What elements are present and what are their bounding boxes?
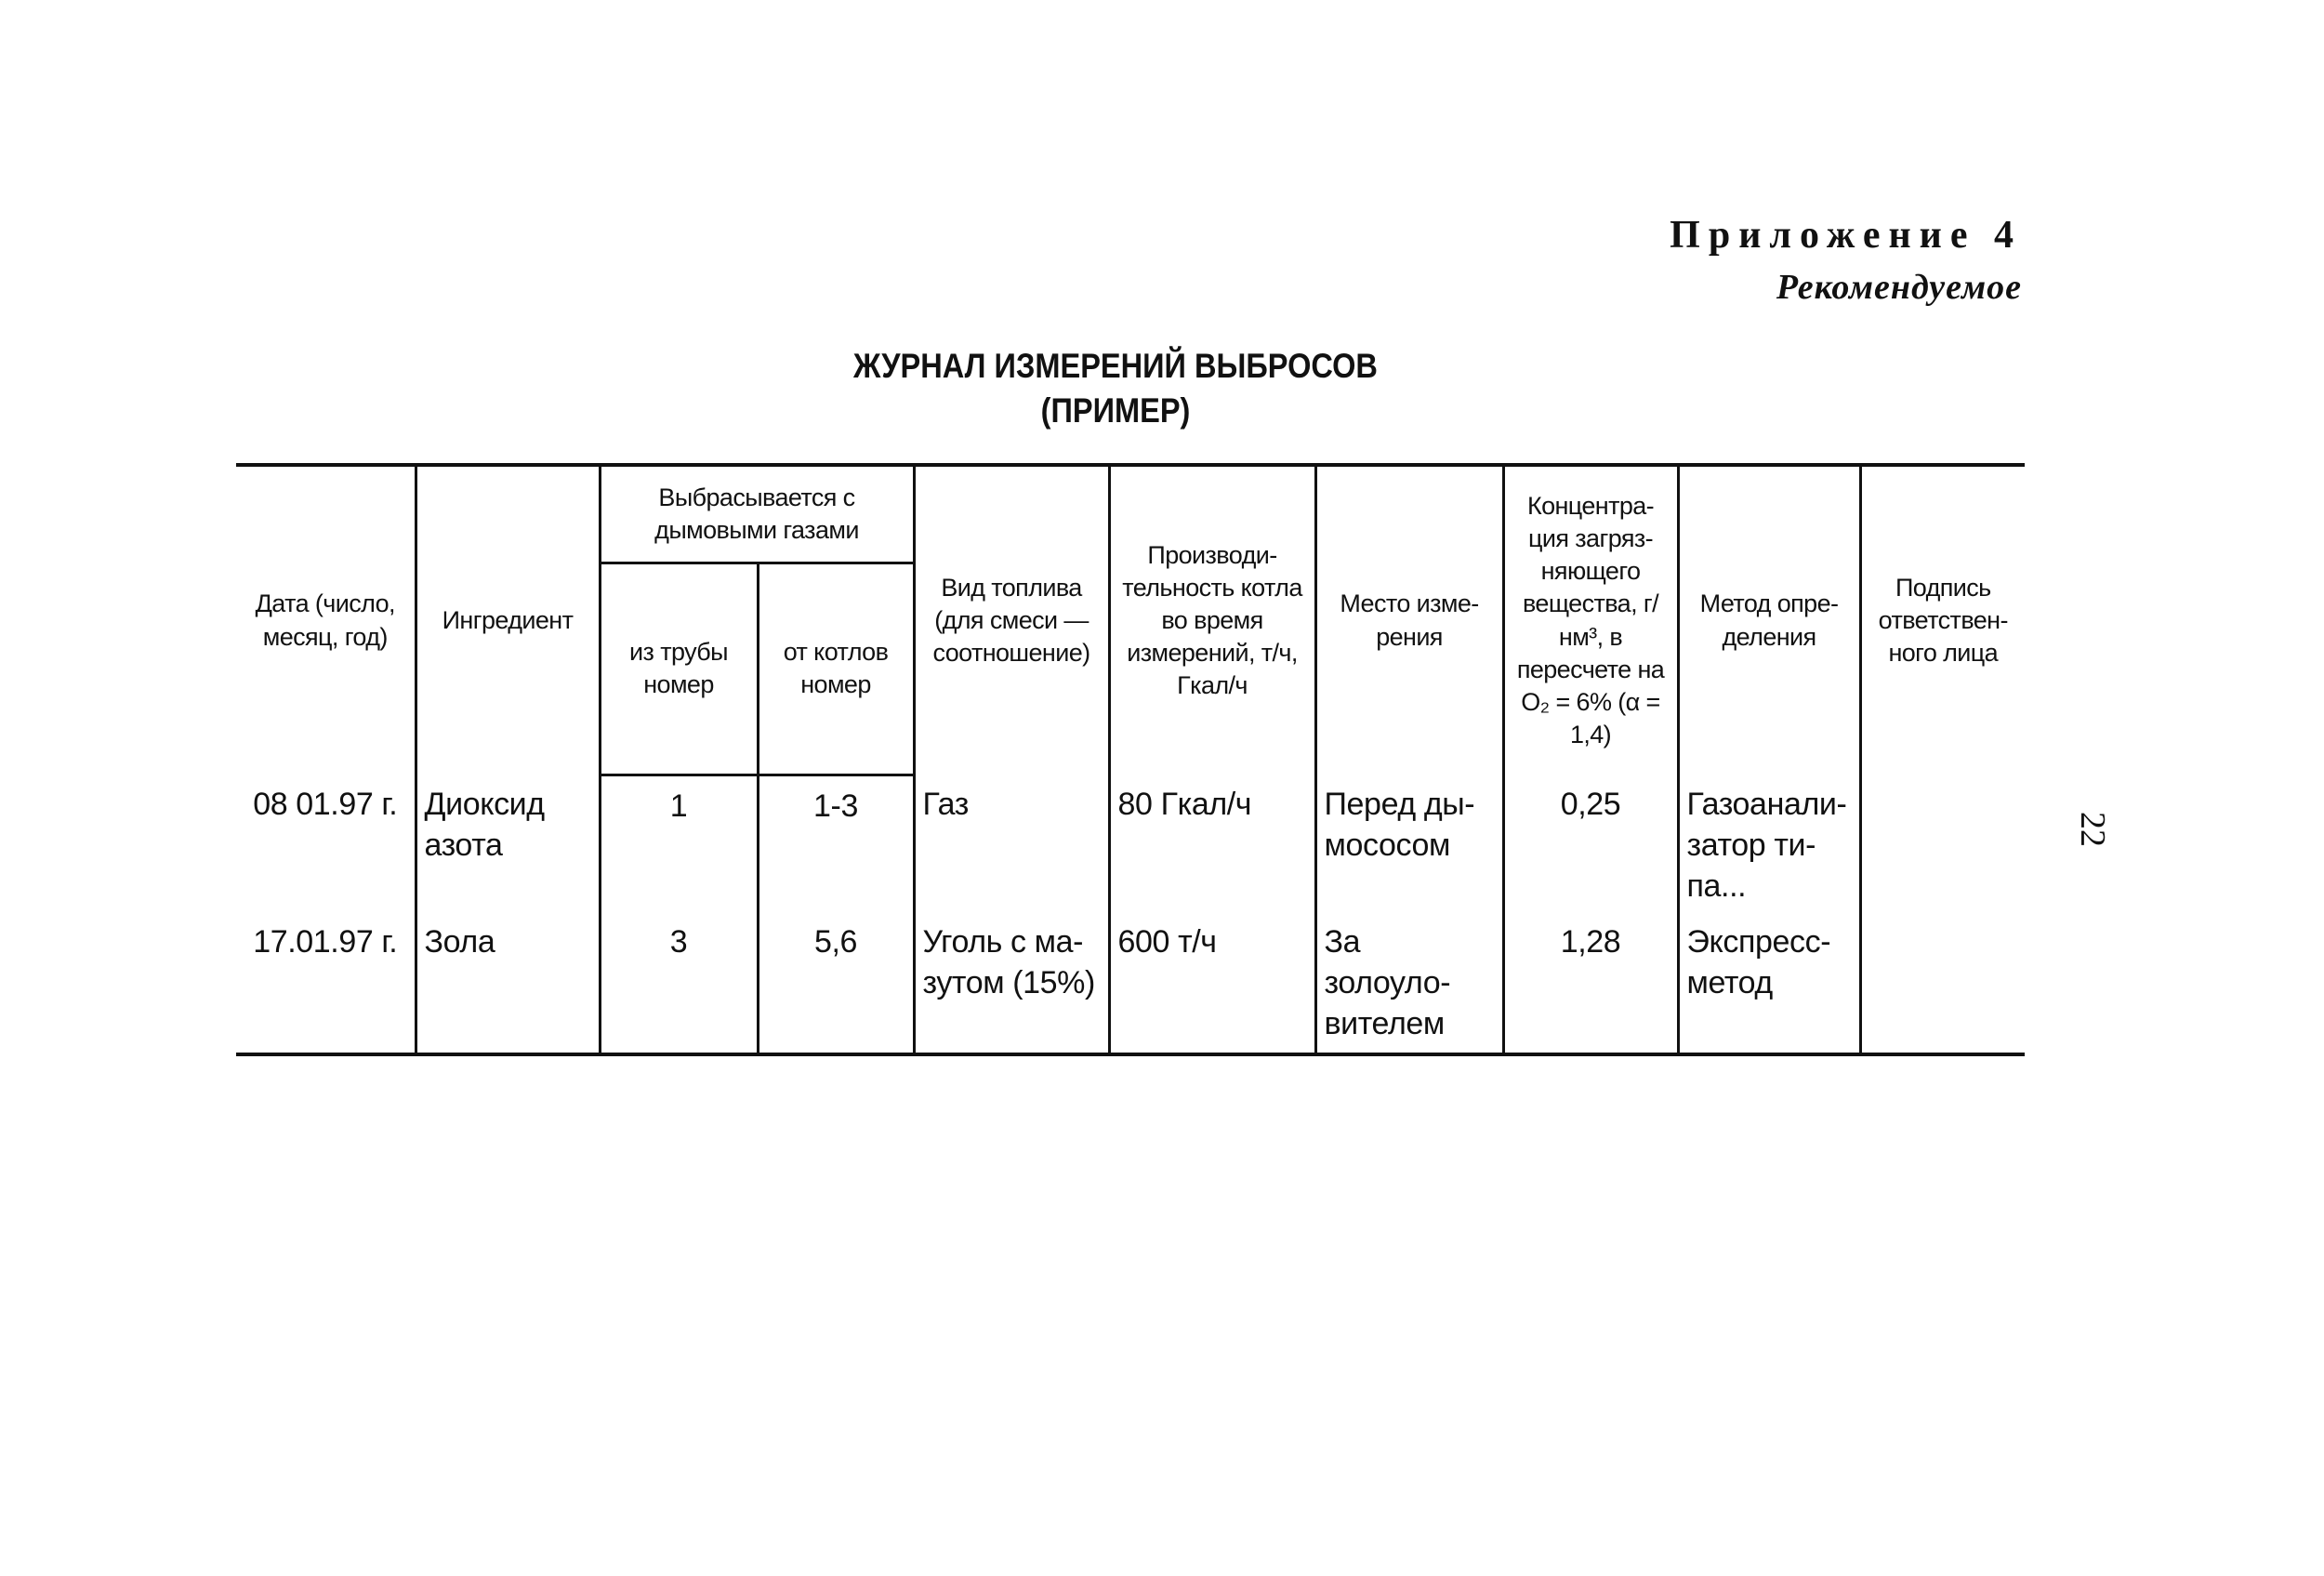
appendix-status: Рекомендуемое — [1776, 268, 2022, 307]
header-place: Место изме- рения — [1315, 465, 1503, 775]
cell-signature — [1860, 775, 2025, 912]
cell-fuel: Уголь с ма- зутом (15%) — [914, 912, 1109, 1054]
cell-ingredient: Зола — [416, 912, 600, 1054]
appendix-title: Приложение 4 — [1670, 214, 2022, 257]
cell-ingredient: Диоксид азота — [416, 775, 600, 912]
appendix-heading — [1670, 216, 2022, 305]
cell-date: 08 01.97 г. — [236, 775, 416, 912]
cell-concentration: 1,28 — [1503, 912, 1678, 1054]
document-title — [706, 344, 1525, 433]
header-emitted-group: Выбрасывается с дымовыми газами — [600, 465, 914, 563]
header-concentration: Концентра- ция загряз- няющего вещества, г/нм³, в пересчете на O₂ = 6% (α = 1,4) — [1503, 465, 1678, 775]
cell-stack: 3 — [600, 912, 758, 1054]
document-title-line2: (ПРИМЕР) — [1040, 391, 1191, 430]
header-signature: Подпись ответствен- ного лица — [1860, 465, 2025, 775]
header-date: Дата (число, месяц, год) — [236, 465, 416, 775]
page-number: 22 — [2073, 812, 2112, 847]
cell-date: 17.01.97 г. — [236, 912, 416, 1054]
cell-stack: 1 — [600, 775, 758, 912]
emissions-journal-table — [236, 463, 2025, 1056]
cell-concentration: 0,25 — [1503, 775, 1678, 912]
cell-place: Перед ды- мососом — [1315, 775, 1503, 912]
cell-boilers: 1-3 — [758, 775, 914, 912]
cell-capacity: 80 Гкал/ч — [1109, 775, 1315, 912]
cell-place: За золоуло- вителем — [1315, 912, 1503, 1054]
cell-method: Газоанали- затор ти- па... — [1678, 775, 1860, 912]
cell-boilers: 5,6 — [758, 912, 914, 1054]
header-method: Метод опре- деления — [1678, 465, 1860, 775]
cell-signature — [1860, 912, 2025, 1054]
header-from-boilers: от котлов номер — [758, 563, 914, 775]
cell-capacity: 600 т/ч — [1109, 912, 1315, 1054]
cell-method: Экспресс- метод — [1678, 912, 1860, 1054]
header-capacity: Производи- тельность котла во время измерений, т/ч, Гкал/ч — [1109, 465, 1315, 775]
cell-fuel: Газ — [914, 775, 1109, 912]
header-fuel: Вид топлива (для смеси — соотношение) — [914, 465, 1109, 775]
header-ingredient: Ингредиент — [416, 465, 600, 775]
document-title-line1: ЖУРНАЛ ИЗМЕРЕНИЙ ВЫБРОСОВ — [853, 347, 1378, 385]
header-from-stack: из трубы номер — [600, 563, 758, 775]
table-row — [236, 912, 2025, 1054]
table-row — [236, 775, 2025, 912]
